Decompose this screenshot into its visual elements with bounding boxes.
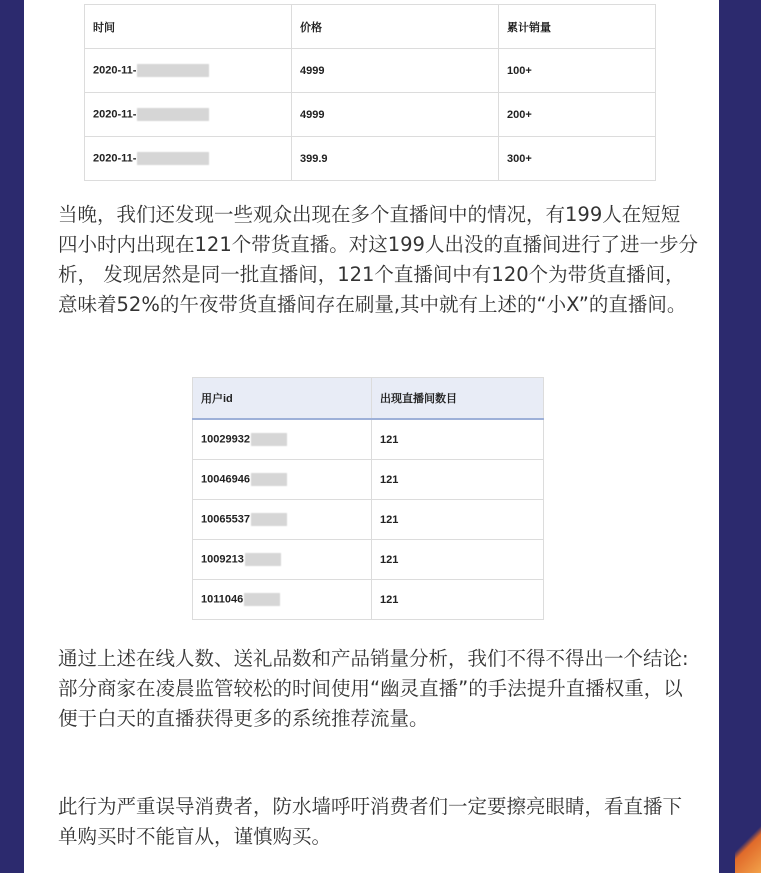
article-panel — [24, 0, 719, 873]
redaction-blur — [244, 593, 280, 606]
table-row — [85, 49, 656, 93]
header-price: 价格 — [292, 5, 499, 49]
table-row — [193, 540, 544, 580]
count-cell: 121 — [372, 460, 544, 500]
table-row — [85, 137, 656, 181]
table-row — [193, 460, 544, 500]
redaction-blur — [251, 513, 287, 526]
header-sales: 累计销量 — [499, 5, 656, 49]
table-row — [193, 500, 544, 540]
user-id-cell: 1011046 — [193, 580, 372, 620]
user-id-cell: 10065537 — [193, 500, 372, 540]
redaction-blur — [251, 433, 287, 446]
count-cell: 121 — [372, 540, 544, 580]
table-header-row — [193, 378, 544, 420]
paragraph-warning: 此行为严重误导消费者，防水墙呼吁消费者们一定要擦亮眼睛，看直播下单购买时不能盲从，谨慎购买。 — [58, 795, 683, 848]
user-table-image — [192, 377, 544, 620]
price-cell: 4999 — [292, 93, 499, 137]
header-room-count: 出现直播间数目 — [372, 378, 544, 420]
header-time: 时间 — [85, 5, 292, 49]
sales-cell: 300+ — [499, 137, 656, 181]
price-cell: 4999 — [292, 49, 499, 93]
price-cell: 399.9 — [292, 137, 499, 181]
sales-cell: 200+ — [499, 93, 656, 137]
paragraph-analysis: 当晚，我们还发现一些观众出现在多个直播间中的情况，有199人在短短四小时内出现在121个带货直播。对这199人出没的直播间进行了进一步分析， 发现居然是同一批直播间，121个直播间中有120个为带货直播间，意味着52%的午夜带货直播间存在刷量,其中就有上述的“小X”的直播间。 — [58, 203, 698, 316]
redaction-blur — [245, 553, 281, 566]
count-cell: 121 — [372, 419, 544, 460]
time-cell: 2020-11- — [85, 49, 292, 93]
redaction-blur — [137, 108, 209, 121]
redaction-blur — [137, 152, 209, 165]
paragraph-conclusion: 通过上述在线人数、送礼品数和产品销量分析，我们不得不得出一个结论:部分商家在凌晨监管较松的时间使用“幽灵直播”的手法提升直播权重，以便于白天的直播获得更多的系统推荐流量。 — [58, 647, 689, 730]
redaction-blur — [251, 473, 287, 486]
table-row — [85, 93, 656, 137]
sales-table-image — [84, 4, 656, 181]
decorative-corner-shape — [735, 813, 761, 873]
user-id-cell: 10029932 — [193, 419, 372, 460]
time-cell: 2020-11- — [85, 93, 292, 137]
user-id-cell: 10046946 — [193, 460, 372, 500]
header-user-id: 用户id — [193, 378, 372, 420]
sales-cell: 100+ — [499, 49, 656, 93]
user-id-cell: 1009213 — [193, 540, 372, 580]
table-header-row — [85, 5, 656, 49]
table-row — [193, 580, 544, 620]
count-cell: 121 — [372, 580, 544, 620]
time-cell: 2020-11- — [85, 137, 292, 181]
redaction-blur — [137, 64, 209, 77]
table-row — [193, 419, 544, 460]
count-cell: 121 — [372, 500, 544, 540]
